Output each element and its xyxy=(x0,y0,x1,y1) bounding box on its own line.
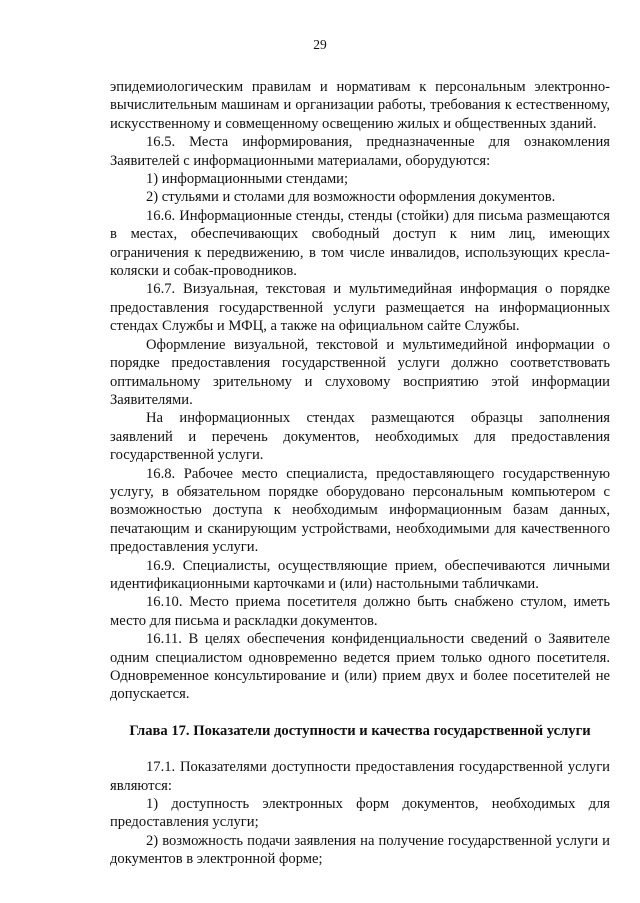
paragraph: 1) доступность электронных форм документов, необходимых для предоставления услуги; xyxy=(110,796,610,831)
paragraph: эпидемиологическим правилам и нормативам к персональным электронно-вычислительным машинам и организации работы, требования к естественному, искусственному и совмещенному освещению жилых и общественных зданий. xyxy=(110,79,610,132)
section-16-paragraphs xyxy=(110,78,610,704)
paragraph: 16.10. Место приема посетителя должно быть снабжено стулом, иметь место для письма и раскладки документов. xyxy=(110,594,610,629)
paragraph: 16.9. Специалисты, осуществляющие прием, обеспечиваются личными идентификационными карточками и (или) настольными табличками. xyxy=(110,557,610,592)
paragraph: 16.7. Визуальная, текстовая и мультимедийная информация о порядке предоставления государственной услуги размещается на информационных стендах Службы и МФЦ, а также на официальном сайте Службы. xyxy=(110,281,610,335)
paragraph: 16.6. Информационные стенды, стенды (стойки) для письма размещаются в местах, обеспечивающих свободный доступ к ним лиц, имеющих ограничения к передвижению, в том числе инвалидов, использующих кресла-коляски и собак-проводников. xyxy=(110,207,610,280)
paragraph: 1) информационными стендами; xyxy=(146,171,349,188)
document-body xyxy=(110,78,610,869)
chapter-heading: Глава 17. Показатели доступности и качества государственной услуги xyxy=(129,722,591,739)
paragraph: 16.8. Рабочее место специалиста, предоставляющего государственную услугу, в обязательном порядке оборудовано персональным компьютером с возможностью доступа к необходимым информационным базам данных, печатающим и сканирующим устройствами, необходимыми для качественного предоставления услуги. xyxy=(110,465,610,556)
paragraph: 17.1. Показателями доступности предоставления государственной услуги являются: xyxy=(110,759,610,794)
paragraph: 2) стульями и столами для возможности оформления документов. xyxy=(146,189,556,206)
section-17-paragraphs xyxy=(110,758,610,868)
page-number: 29 xyxy=(313,37,327,52)
paragraph: На информационных стендах размещаются образцы заполнения заявлений и перечень документов, необходимых для предоставления государственной услуги. xyxy=(110,410,610,464)
paragraph: 16.5. Места информирования, предназначенные для ознакомления Заявителей с информационными материалами, оборудуются: xyxy=(110,134,610,169)
paragraph: Оформление визуальной, текстовой и мультимедийной информации о порядке предоставления государственной услуги должно соответствовать оптимальному зрительному и слуховому восприятию этой информации Заявителями. xyxy=(110,336,610,408)
paragraph: 2) возможность подачи заявления на получение государственной услуги и документов в электронной форме; xyxy=(110,832,610,868)
paragraph: 16.11. В целях обеспечения конфиденциальности сведений о Заявителе одним специалистом одновременно ведется прием только одного посетителя. Одновременное консультирование и (или) прием двух и более посетителей не допускается. xyxy=(110,631,610,703)
